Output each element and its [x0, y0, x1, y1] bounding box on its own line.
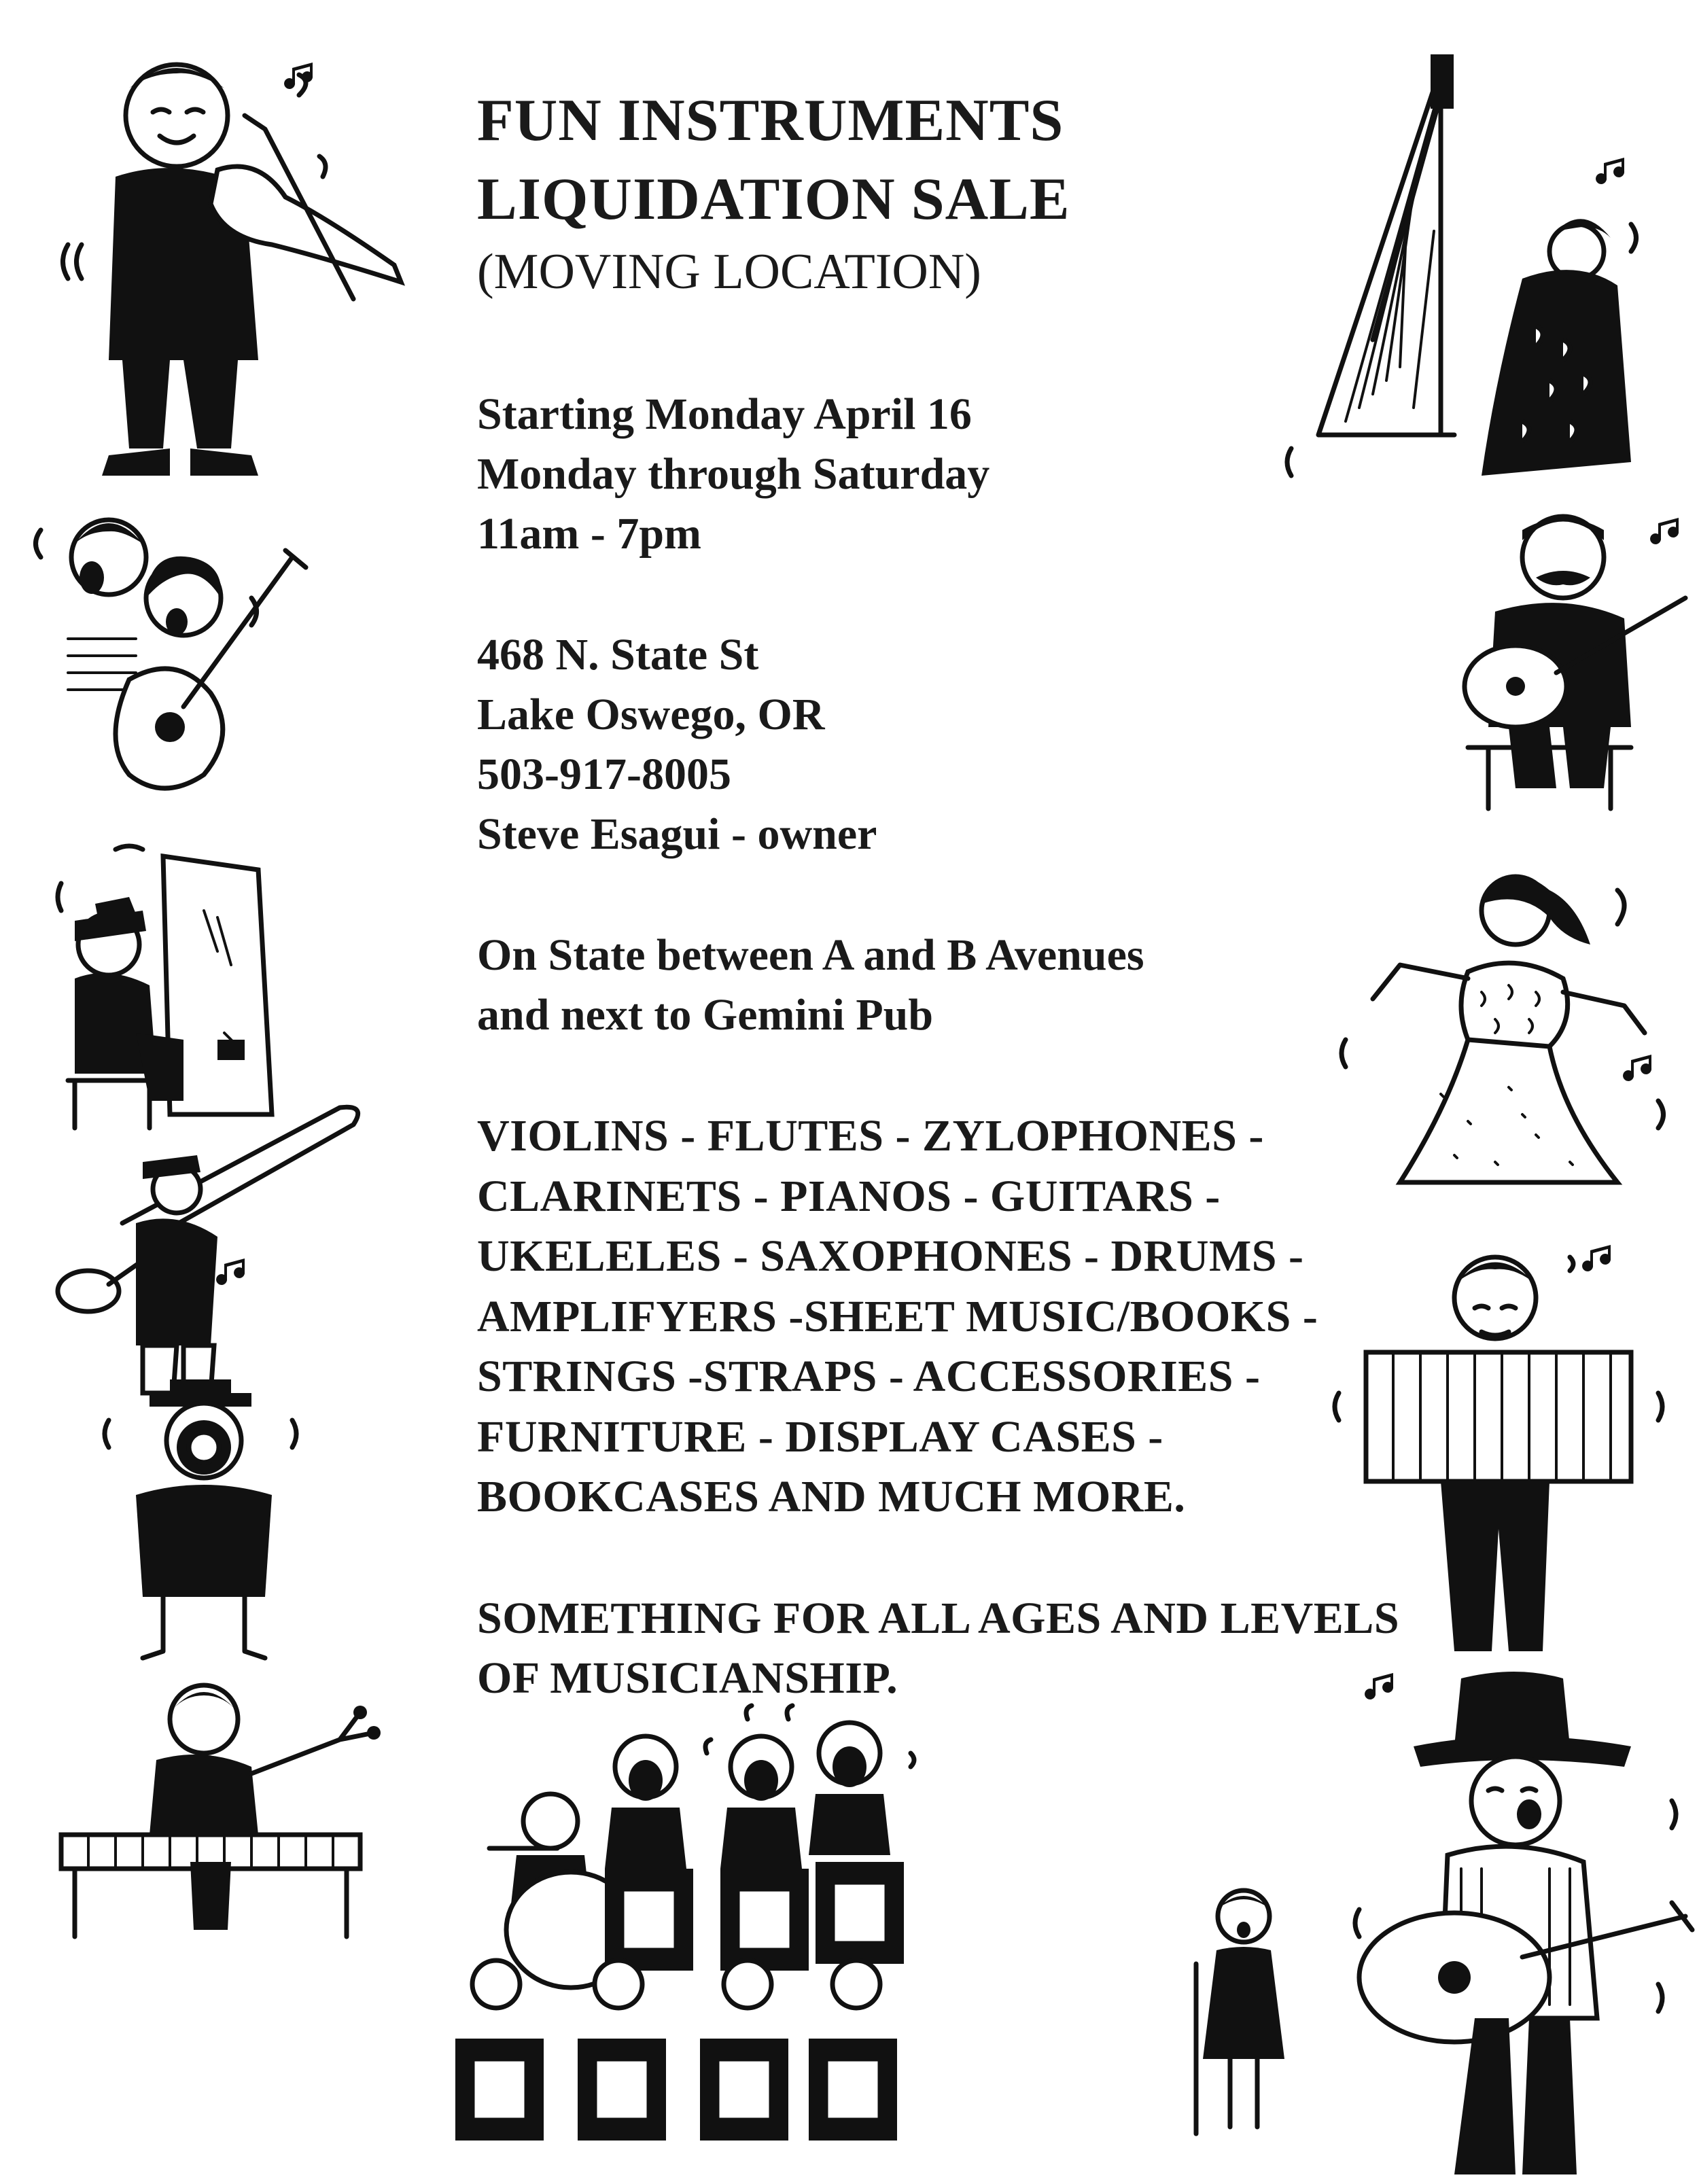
singing-guitar-couple-illustration — [27, 503, 326, 802]
phone: 503-917-8005 — [477, 750, 731, 799]
subtitle: (MOVING LOCATION) — [477, 244, 981, 300]
trumpeter-illustration — [95, 1379, 313, 1665]
directions-line-1: On State between A and B Avenues — [477, 930, 1144, 980]
item-line: STRINGS -STRAPS - ACCESSORIES - — [477, 1352, 1261, 1401]
harpist-illustration — [1278, 54, 1658, 489]
big-band-illustration — [381, 1726, 1278, 2147]
title-line-2: LIQUIDATION SALE — [477, 166, 1070, 232]
closing-line-1: SOMETHING FOR ALL AGES AND LEVELS — [477, 1593, 1400, 1643]
item-line: AMPLIFYERS -SHEET MUSIC/BOOKS - — [477, 1291, 1318, 1341]
item-line: BOOKCASES AND MUCH MORE. — [477, 1472, 1186, 1521]
item-line: UKELELES - SAXOPHONES - DRUMS - — [477, 1231, 1304, 1281]
item-line: CLARINETS - PIANOS - GUITARS - — [477, 1171, 1221, 1221]
open-days: Monday through Saturday — [477, 449, 990, 499]
address: 468 N. State St — [477, 630, 759, 680]
violinist-illustration — [41, 41, 449, 476]
item-line: FURNITURE - DISPLAY CASES - — [477, 1411, 1163, 1462]
owner: Steve Esagui - owner — [477, 809, 877, 859]
cowboy-guitarist-illustration — [1346, 1665, 1699, 2181]
trombonist-illustration — [41, 1087, 394, 1400]
xylophonist-illustration — [54, 1658, 394, 1943]
accordionist-illustration — [1325, 1244, 1679, 1678]
mandolin-player-illustration — [1414, 503, 1699, 822]
dancer-illustration — [1332, 863, 1685, 1203]
closing-line-2: OF MUSICIANSHIP. — [477, 1653, 898, 1703]
directions-line-2: and next to Gemini Pub — [477, 990, 934, 1040]
city: Lake Oswego, OR — [477, 690, 825, 739]
start-date: Starting Monday April 16 — [477, 389, 972, 439]
title-line-1: FUN INSTRUMENTS — [477, 88, 1064, 154]
singer-illustration — [1176, 1882, 1312, 2141]
open-hours: 11am - 7pm — [477, 509, 701, 559]
item-line: VIOLINS - FLUTES - ZYLOPHONES - — [477, 1111, 1264, 1161]
